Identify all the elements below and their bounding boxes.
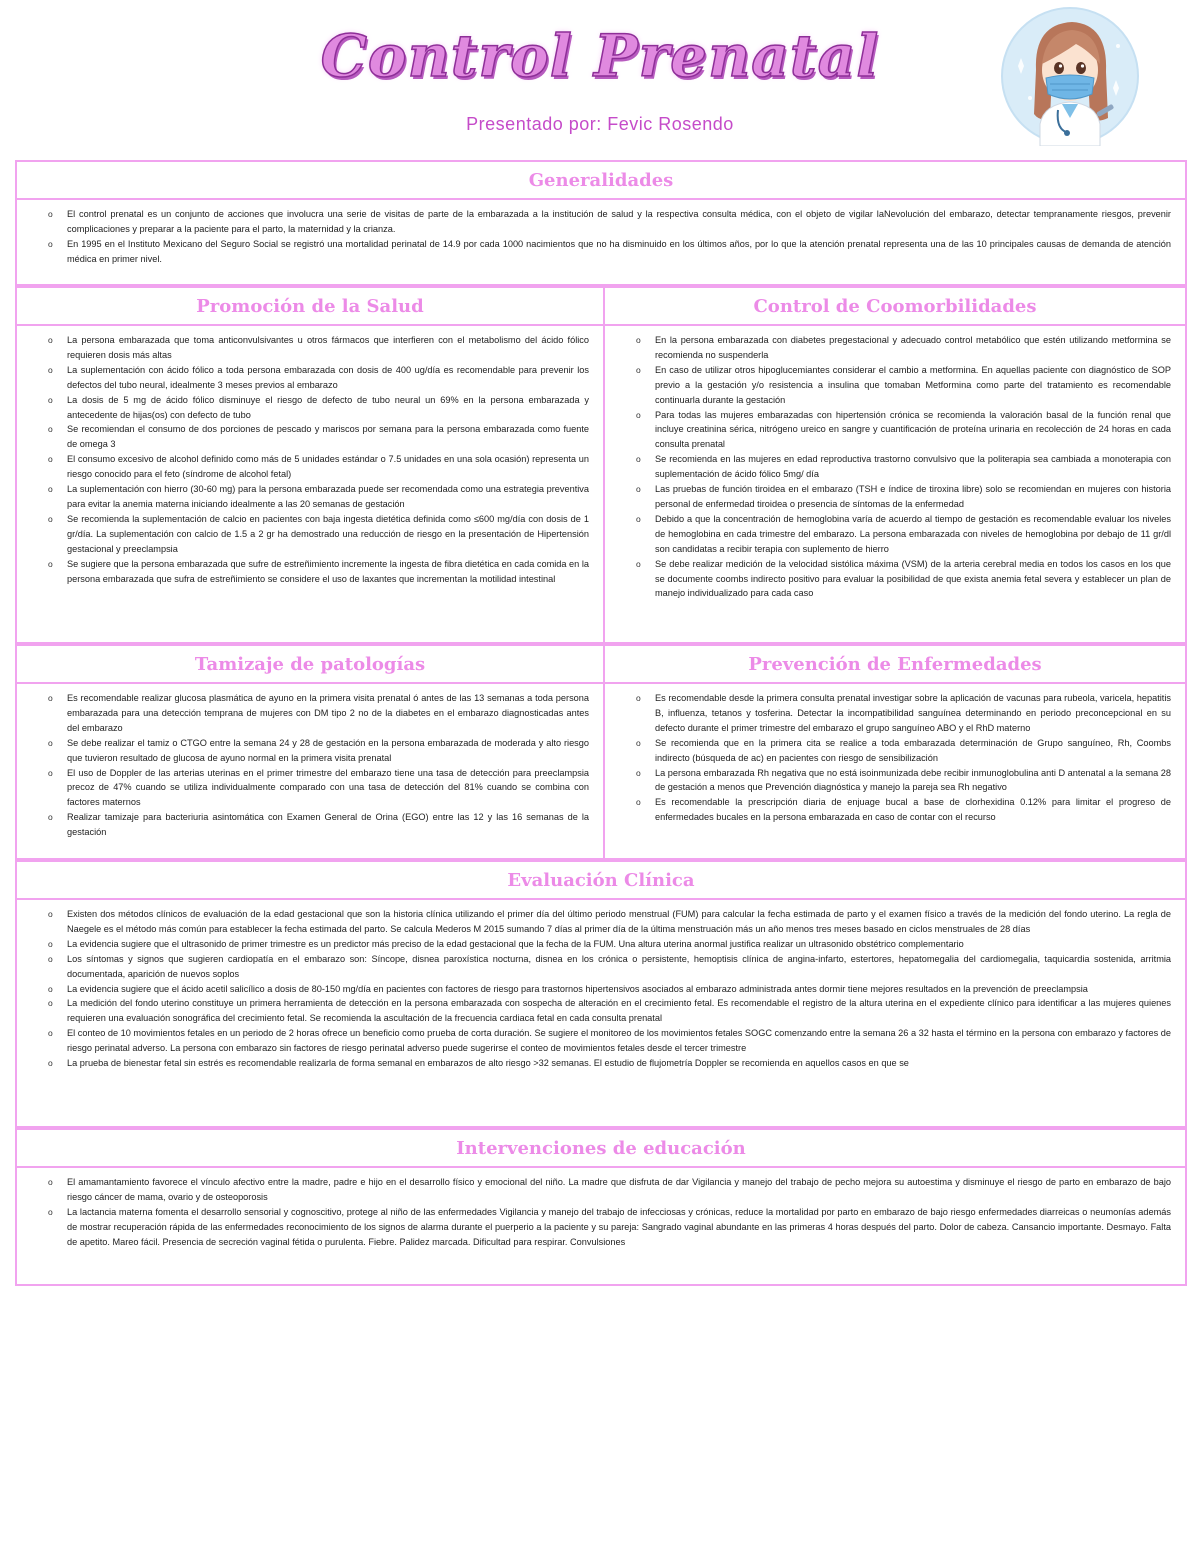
list-item: o Existen dos métodos clínicos de evaluación de la edad gestacional que son la historia clínica utilizando el primer día del último periodo menstrual (FUM) para calcular la fecha estimada de parto y el examen físico a través de la medición del fondo uterino. La regla de Naegele es el método más común para establecer la fecha estimada del parto. Se calcula Mederos M 2015 sumando 7 días al primer día de la última menstruación más un año menos tres meses basado en ciclos menstruales de 28 días [67,907,1171,937]
list-item: o La dosis de 5 mg de ácido fólico disminuye el riesgo de defecto de tubo neural un 69% en la persona embarazada y antecedente de hijas(os) con defecto de tubo [67,393,589,423]
list-item: o El amamantamiento favorece el vínculo afectivo entre la madre, padre e hijo en el desarrollo físico y emocional del niño. La madre que disfruta de dar Vigilancia y manejo del trabajo de pecho mejora su autoestima y disminuye el riesgo de parto en embarazo de bajo riesgo cáncer de mama, ovario y de osteoporosis [67,1175,1171,1205]
list-item: o El consumo excesivo de alcohol definido como más de 5 unidades estándar o 7.5 unidades en una sola ocasión) representa un riesgo conocido para el feto (síndrome de alcohol fetal) [67,452,589,482]
section-title: Generalidades [17,162,1185,200]
list-item: o La suplementación con hierro (30-60 mg) para la persona embarazada puede ser recomendada como una estrategia preventiva para evitar la anemia materna iniciando idealmente a las 20 semanas de gestación [67,482,589,512]
section-generalidades [15,160,1187,286]
bullet-list [17,1168,1185,1254]
list-item: o En 1995 en el Instituto Mexicano del Seguro Social se registró una mortalidad perinatal de 14.9 por cada 1000 nacimientos que no ha disminuido en los últimos años, por lo que la atención prenatal representa una de las 10 principales causas de demanda de atención médica en primer nivel. [67,237,1171,267]
list-item: o Los síntomas y signos que sugieren cardiopatía en el embarazo son: Síncope, disnea paroxística nocturna, disnea en los crónica o persistente, hemoptisis clínica de angina-infarto, estertores, hepatomegalia del cardiomegalia, taquicardia sostenida, arritmia documentada, aparición de nuevos soplos [67,952,1171,982]
list-item: o Es recomendable realizar glucosa plasmática de ayuno en la primera visita prenatal ó antes de las 13 semanas a toda persona embarazada para una detección temprana de mujeres con DM tipo 2 no de la diabetes en el embarazo diagnosticadas antes del embarazo [67,691,589,736]
list-item: o Es recomendable desde la primera consulta prenatal investigar sobre la aplicación de vacunas para rubeola, varicela, hepatitis B, influenza, tetanos y tosferina. Detectar la incompatibilidad sanguínea determinando en periodo preconcepcional en su defecto durante el primer trimestre del embarazo el grupo sanguíneo ABO y el RhD materno [655,691,1171,736]
page-title: Control Prenatal [320,22,880,90]
bullet-list [17,684,603,844]
list-item: o El uso de Doppler de las arterias uterinas en el primer trimestre del embarazo tiene una tasa de detección para preeclampsia precoz de 47% cuando se utiliza individualmente comparado con una tasa de detección del 81% cuando se combina con factores maternos [67,766,589,811]
list-item: o Para todas las mujeres embarazadas con hipertensión crónica se recomienda la valoración basal de la función renal que incluye creatinina sérica, nitrógeno ureico en sangre y cuantificación de proteína urinaria en recolección de 24 horas en cada consulta prenatal [655,408,1171,453]
section-evaluacion-clinica [15,860,1187,1128]
bullet-list [605,326,1185,605]
page-subtitle: Presentado por: Fevic Rosendo [466,114,734,134]
list-item: o En caso de utilizar otros hipoglucemiantes considerar el cambio a metformina. En aquellas paciente con diagnóstico de SOP previo a la gestación y/o resistencia a insulina que tomaban Metformina como parte del tratamiento es recomendable continuarla durante la gestación [655,363,1171,408]
bullet-list [17,900,1185,1075]
list-item: o Es recomendable la prescripción diaria de enjuage bucal a base de clorhexidina 0.12% para limitar el progreso de enfermedades bucales en la persona embarazada en caso de contar con el recurso [655,795,1171,825]
bullet-list [17,326,603,590]
list-item: o Se sugiere que la persona embarazada que sufre de estreñimiento incremente la ingesta de fibra dietética en cada comida en la persona embarazada que sufra de estreñimiento se considere el uso de laxantes que incrementan la motilidad intestinal [67,557,589,587]
list-item: o La persona embarazada que toma anticonvulsivantes u otros fármacos que interfieren con el metabolismo del ácido fólico requieren dosis más altas [67,333,589,363]
section-tamizaje [15,644,605,860]
bullet-list [605,684,1185,829]
section-title: Evaluación Clínica [17,862,1185,900]
list-item: o La medición del fondo uterino constituye un primera herramienta de detección en la persona embarazada con sospecha de alteración en el crecimiento fetal. Es recomendable el registro de la altura uterina en el expediente clínico para identificar a las mujeres quienes requieren una evaluación sonográfica del crecimiento fetal. Se recomienda la ascultación de la frecuencia cardiaca fetal en cada consulta prenatal [67,996,1171,1026]
list-item: o Las pruebas de función tiroidea en el embarazo (TSH e índice de tiroxina libre) solo se recomiendan en mujeres con historia personal de enfermedad tiroidea o presencia de síntomas de la enfermedad [655,482,1171,512]
list-item: o El control prenatal es un conjunto de acciones que involucra una serie de visitas de parte de la embarazada a la institución de salud y la respectiva consulta médica, con el objeto de vigilar laNevolución del embarazo, detectar tempranamente riesgos, prevenir complicaciones y preparar a la paciente para el parto, la maternidad y la crianza. [67,207,1171,237]
list-item: o En la persona embarazada con diabetes pregestacional y adecuado control metabólico que estén utilizando metformina se recomienda no suspenderla [655,333,1171,363]
list-item: o Debido a que la concentración de hemoglobina varía de acuerdo al tiempo de gestación es recomendable evaluar los niveles de hemoglobina en cada trimestre del embarazo. La persona embarazada con niveles de hemoglobina por debajo de 11 gr/dl son candidatas a recibir terapia con suplemento de hierro [655,512,1171,557]
list-item: o La suplementación con ácido fólico a toda persona embarazada con dosis de 400 ug/día es recomendable para prevenir los defectos del tubo neural, idealmente 3 meses previos al embarazo [67,363,589,393]
list-item: o La evidencia sugiere que el ultrasonido de primer trimestre es un predictor más preciso de la edad gestacional que la fecha de la FUM. Una altura uterina anormal justifica realizar un ultrasonido obstétrico complementario [67,937,1171,952]
section-title: Tamizaje de patologías [17,646,603,684]
section-promocion-salud [15,286,605,644]
section-title: Promoción de la Salud [17,288,603,326]
list-item: o La evidencia sugiere que el ácido acetil salicílico a dosis de 80-150 mg/día en pacientes con factores de riesgo para trastornos hipertensivos asociados al embarazo administrada antes dormir tiene mejores resultados en la prevención de preeclampsia [67,982,1171,997]
list-item: o La persona embarazada Rh negativa que no está isoinmunizada debe recibir inmunoglobulina anti D antenatal a la semana 28 de gestación a menos que Prevención diagnóstica y manejo la pareja sea Rh negativo [655,766,1171,796]
list-item: o Se recomienda que en la primera cita se realice a toda embarazada determinación de Grupo sanguíneo, Rh, Coombs indirecto (búsqueda de ac) en pacientes con riesgo de sensibilización [655,736,1171,766]
list-item: o Se recomienda en las mujeres en edad reproductiva trastorno convulsivo que la politerapia sea cambiada a monoterapia con suplementación de ácido fólico 5mg/ día [655,452,1171,482]
list-item: o La prueba de bienestar fetal sin estrés es recomendable realizarla de forma semanal en embarazos de alto riesgo >32 semanas. El estudio de flujometría Doppler se recomienda en aquellos casos en que se [67,1056,1171,1071]
section-title: Prevención de Enfermedades [605,646,1185,684]
nurse-avatar-icon [1000,6,1140,146]
list-item: o Se recomienda la suplementación de calcio en pacientes con baja ingesta dietética definida como ≤600 mg/día con dosis de 1 gr/día. La suplementación con calcio de 1.5 a 2 gr ha demostrado una reducción de riesgo en la presentación de Hipertensión gestacional y preeclampsia [67,512,589,557]
section-title: Control de Coomorbilidades [605,288,1185,326]
section-control-coomorbilidades [603,286,1187,644]
list-item: o Se debe realizar el tamiz o CTGO entre la semana 24 y 28 de gestación en la persona embarazada de moderada y alto riesgo que tuvieron resultado de glucosa de ayuno normal en la primera visita prenatal [67,736,589,766]
section-prevencion [603,644,1187,860]
list-item: o La lactancia materna fomenta el desarrollo sensorial y cognoscitivo, protege al niño de las enfermedades Vigilancia y manejo del trabajo de infecciosas y crónicas, reduce la mortalidad por parto en embarazo de bajo riesgo enfermedades diarreicas o neumonías además de mostrar recuperación rápida de las enfermedades reconocimiento de los signos de alarma durante el puerperio a la paciente y su pareja: Sangrado vaginal abundante en las primeras 4 horas después del parto. Dolor de cabeza. Cansancio importante. Desmayo. Falta de apetito. Mareo fácil. Presencia de secreción vaginal fétida o purulenta. Fiebre. Palidez marcada. Dificultad para respirar. Convulsiones [67,1205,1171,1250]
section-title: Intervenciones de educación [17,1130,1185,1168]
list-item: o Se recomiendan el consumo de dos porciones de pescado y mariscos por semana para la persona embarazada como fuente de omega 3 [67,422,589,452]
section-intervenciones-educacion [15,1128,1187,1286]
list-item: o Realizar tamizaje para bacteriuria asintomática con Examen General de Orina (EGO) entre las 12 y las 16 semanas de la gestación [67,810,589,840]
list-item: o Se debe realizar medición de la velocidad sistólica máxima (VSM) de la arteria cerebral media en todos los casos en los que se documente coombs indirecto positivo para evaluar la posibilidad de que exista anemia fetal severa y establecer un plan de manejo individualizado para cada caso [655,557,1171,602]
bullet-list [17,200,1185,271]
list-item: o El conteo de 10 movimientos fetales en un periodo de 2 horas ofrece un beneficio como prueba de corta duración. Se sugiere el monitoreo de los movimientos fetales SOGC comenzando entre la semana 26 a 32 hasta el término en la persona con embarazo y factores de riesgo perinatal adverso. La persona con embarazo sin factores de riesgo perinatal adverso puede sugerirse el conteo de movimientos fetales desde el tercer trimestre [67,1026,1171,1056]
